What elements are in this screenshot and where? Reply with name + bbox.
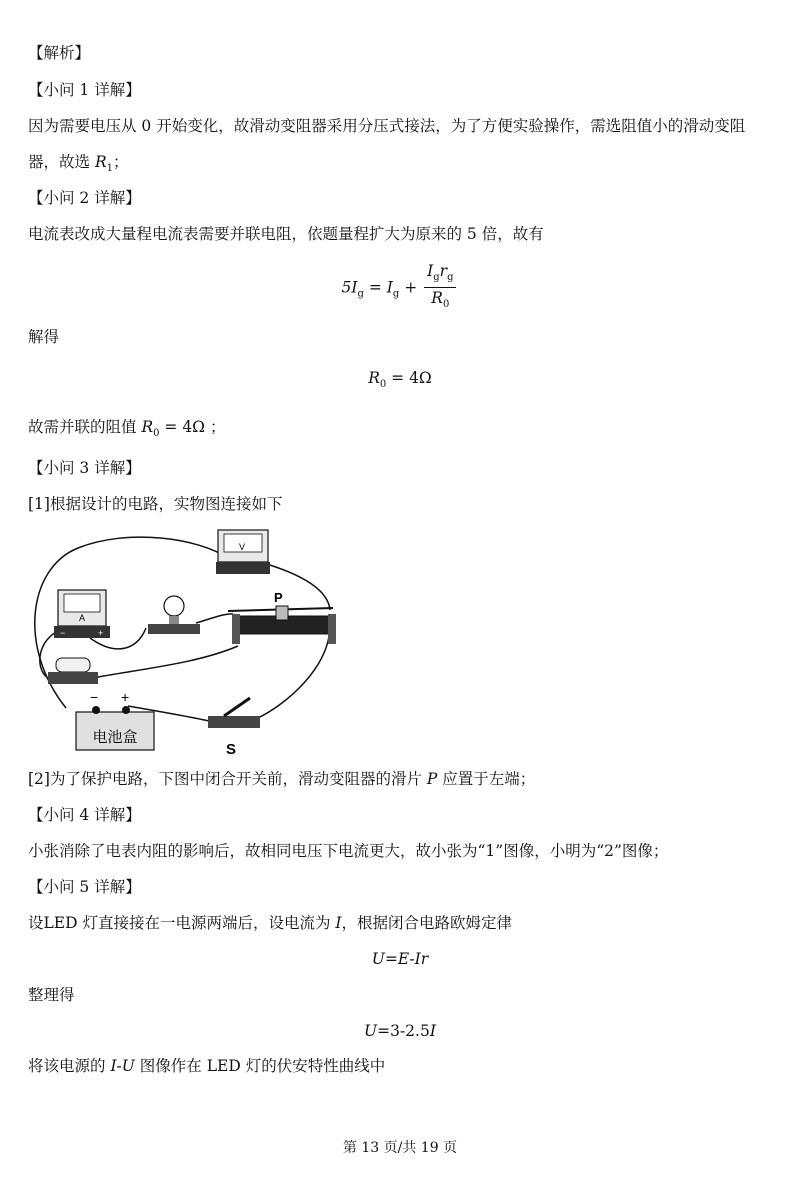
rheostat-slider xyxy=(276,606,288,620)
eq1-mid-sub: g xyxy=(392,288,400,300)
switch xyxy=(208,698,260,758)
q2-conclusion-prefix: 故需并联的阻值 xyxy=(28,418,142,436)
q5-eq2-var: U xyxy=(364,1022,378,1040)
rheostat-right-end xyxy=(328,614,336,644)
voltmeter-label: V xyxy=(238,542,246,552)
ammeter-plus: + xyxy=(98,628,104,638)
q5-line1-suffix: ，根据闭合电路欧姆定律 xyxy=(341,914,513,932)
q5-eq2-var2: I xyxy=(429,1022,436,1040)
battery-minus: − xyxy=(90,689,99,705)
eq1-lhs: 5I xyxy=(341,278,358,297)
battery-terminal-plus xyxy=(122,706,130,714)
q3-line2-prefix: [2]为了保护电路，下图中闭合开关前，滑动变阻器的滑片 xyxy=(28,770,427,788)
q5-equation-1: U=E-Ir xyxy=(371,950,429,968)
wire-voltmeter-to-rheostat xyxy=(260,562,330,610)
q5-last-var: I-U xyxy=(110,1057,135,1075)
battery-box xyxy=(76,689,154,750)
q4-title: 【小问 4 详解】 xyxy=(28,806,141,824)
q2-conclusion-sub: 0 xyxy=(153,428,160,440)
q2-conclusion-rhs: = 4Ω xyxy=(159,418,206,436)
q5-zhengli: 整理得 xyxy=(28,986,75,1004)
wire-lamp-to-rheostat xyxy=(196,614,233,623)
q3-line2 xyxy=(28,769,535,789)
eq1-den-r: R xyxy=(431,289,443,308)
q1-line2-suffix: ； xyxy=(112,153,129,171)
eq1-denominator xyxy=(424,288,456,315)
rheostat-slider-label: P xyxy=(274,590,283,605)
rheostat-left-end xyxy=(232,614,240,644)
eq1-num-r-sub: g xyxy=(447,272,454,284)
eq2-rhs: = 4Ω xyxy=(386,369,432,387)
eq1-num-i: I xyxy=(427,262,434,280)
eq1-plus: + xyxy=(399,278,423,297)
q2-equation-2 xyxy=(0,368,800,395)
ammeter xyxy=(54,590,110,638)
eq1-num-r: r xyxy=(439,262,448,280)
circuit-diagram xyxy=(28,528,348,763)
q2-conclusion xyxy=(28,417,225,444)
q5-equation-2 xyxy=(0,1021,800,1041)
battery-label: 电池盒 xyxy=(92,729,138,746)
q5-line1 xyxy=(28,913,512,933)
wire-bulb-to-rheostat xyxy=(92,646,238,678)
analysis-header: 【解析】 xyxy=(28,44,91,62)
voltmeter-base xyxy=(216,562,270,574)
eq1-mid: = I xyxy=(363,278,393,297)
q5-line1-var: I xyxy=(335,914,342,932)
eq1-fraction xyxy=(424,262,456,315)
eq2-sub: 0 xyxy=(379,379,387,391)
battery-terminal-minus xyxy=(92,706,100,714)
q5-last-line xyxy=(28,1056,385,1076)
q1-var-r: R xyxy=(94,153,107,171)
small-bulb xyxy=(48,658,98,684)
battery-plus: + xyxy=(121,689,130,705)
q1-var-sub: 1 xyxy=(106,163,113,175)
switch-base xyxy=(208,716,260,728)
eq1-numerator xyxy=(424,262,456,288)
q5-eq2-rest: =3-2.5 xyxy=(377,1022,430,1040)
q1-line2 xyxy=(28,152,129,179)
lamp-bulb-icon xyxy=(164,596,184,616)
q4-line1: 小张消除了电表内阻的影响后，故相同电压下电流更大，故小张为“1”图像，小明为“2”图像； xyxy=(28,842,669,860)
q1-line1: 因为需要电压从 0 开始变化，故滑动变阻器采用分压式接法，为了方便实验操作，需选阻值小的滑动变阻 xyxy=(28,117,746,135)
lamp-socket xyxy=(169,616,179,624)
wire-rheostat-to-switch xyxy=(258,628,330,718)
q1-line2-prefix: 器，故选 xyxy=(28,153,95,171)
eq1-num-i-sub: g xyxy=(433,272,440,284)
q2-title: 【小问 2 详解】 xyxy=(28,189,141,207)
q2-conclusion-suffix: ； xyxy=(205,418,226,436)
q5-title: 【小问 5 详解】 xyxy=(28,878,141,896)
q1-title: 【小问 1 详解】 xyxy=(28,81,141,99)
q2-equation-1 xyxy=(0,262,800,318)
q2-conclusion-var: R xyxy=(141,418,154,436)
q3-line1: [1]根据设计的电路，实物图连接如下 xyxy=(28,495,283,513)
ammeter-minus: − xyxy=(60,628,66,638)
lamp-base xyxy=(148,624,200,634)
ammeter-dial xyxy=(64,594,100,612)
ammeter-label: A xyxy=(78,613,86,623)
eq2-var: R xyxy=(368,369,380,387)
small-bulb-base xyxy=(48,672,98,684)
q5-line1-prefix: 设LED 灯直接接在一电源两端后，设电流为 xyxy=(28,914,336,932)
small-bulb-glass xyxy=(56,658,90,672)
lamp xyxy=(148,596,200,634)
q3-line2-var: P xyxy=(426,770,438,788)
q3-title: 【小问 3 详解】 xyxy=(28,459,141,477)
eq1-lhs-sub: g xyxy=(357,288,364,300)
switch-lever xyxy=(224,698,250,716)
q5-last-prefix: 将该电源的 xyxy=(28,1057,111,1075)
q2-line1: 电流表改成大量程电流表需要并联电阻，依题量程扩大为原来的 5 倍，故有 xyxy=(28,225,544,243)
q3-line2-suffix: 应置于左端； xyxy=(437,770,536,788)
eq1-den-sub: 0 xyxy=(442,299,450,311)
rheostat xyxy=(228,590,336,644)
voltmeter xyxy=(216,530,270,574)
page-footer: 第 13 页/共 19 页 xyxy=(342,1140,458,1156)
q5-last-suffix: 图像作在 LED 灯的伏安特性曲线中 xyxy=(134,1057,386,1075)
switch-label: S xyxy=(226,741,237,758)
q2-jiede: 解得 xyxy=(28,328,60,346)
